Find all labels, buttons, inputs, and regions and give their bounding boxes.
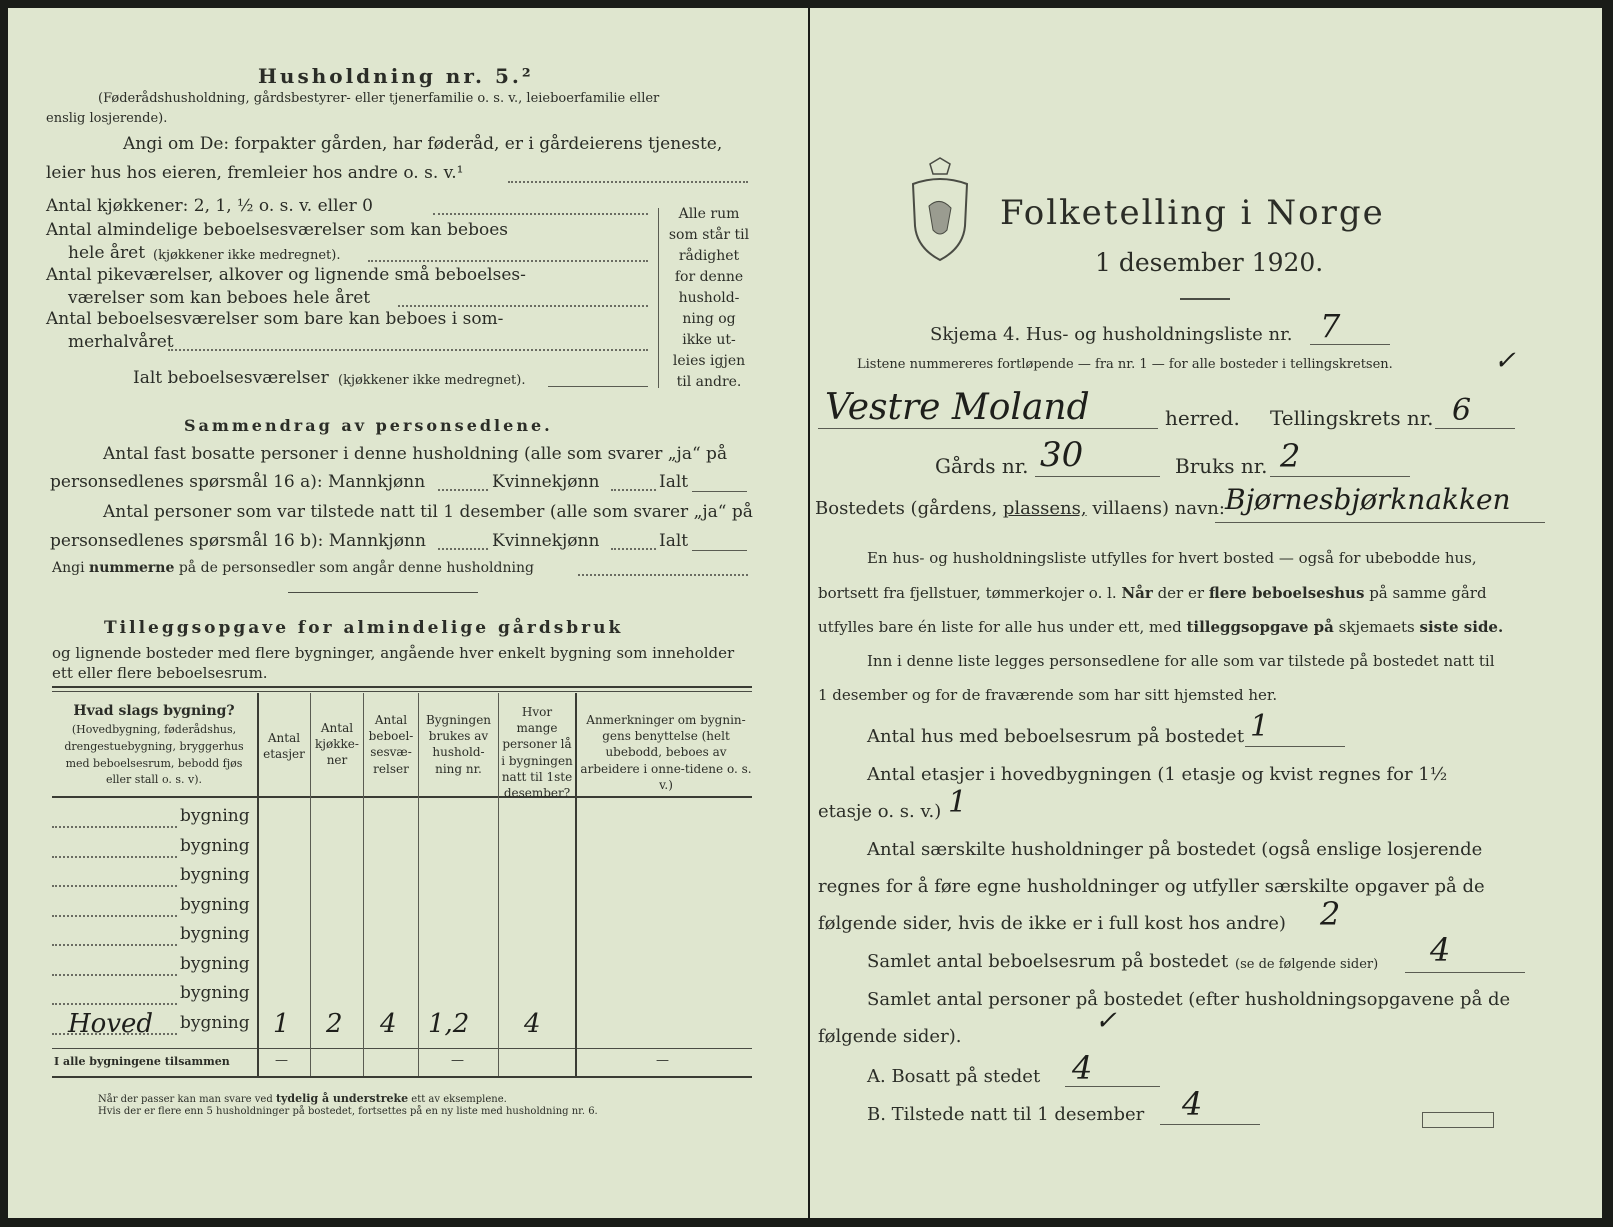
checkmark-2-icon: ✓	[1095, 1006, 1117, 1036]
bracket-note-line: for denne	[674, 269, 744, 285]
total-rooms-blank	[548, 386, 648, 387]
ialt-1: Ialt	[659, 472, 689, 492]
total-label: I alle bygningene tilsammen	[54, 1055, 230, 1068]
q-rum-blank	[1405, 972, 1525, 973]
left-page	[8, 8, 808, 1218]
row-label: bygning	[180, 924, 250, 944]
summary-1a: Antal fast bosatte personer i denne husholdning (alle som svarer „ja“ på	[103, 444, 728, 464]
b-label: B. Tilstede natt til 1 desember	[867, 1104, 1145, 1125]
footnote-2: Hvis der er flere enn 5 husholdninger på bostedet, fortsettes på en ny liste med husholdning nr. 6.	[98, 1106, 598, 1117]
row-label: bygning	[180, 983, 250, 1003]
bracket-note	[664, 204, 754, 393]
tellingskrets-label: Tellingskrets nr.	[1270, 406, 1434, 430]
row-kjokkener-value: 2	[326, 1009, 343, 1039]
bostedets-value: Bjørnesbjørknakken	[1225, 483, 1511, 516]
rooms-blank-3	[168, 349, 648, 351]
q-rum-note: (se de følgende sider)	[1235, 957, 1379, 972]
total-dash-2: —	[451, 1053, 464, 1068]
rooms-question-3a: Antal beboelsesværelser som bare kan beboes i som-	[46, 309, 504, 329]
kvinne-1: Kvinnekjønn	[492, 472, 600, 492]
bracket-note-line: leies igjen	[672, 353, 746, 369]
rooms-blank-1	[368, 260, 648, 262]
para-1b-mid: der er	[1157, 584, 1205, 602]
total-dash-3: —	[656, 1053, 669, 1068]
census-date: 1 desember 1920.	[1095, 248, 1324, 277]
b-value: 4	[1182, 1085, 1203, 1123]
table-top	[52, 686, 752, 688]
skjema-label: Skjema 4. Hus- og husholdningsliste nr.	[930, 324, 1293, 345]
bruks-blank	[1270, 476, 1410, 477]
q-hus-value: 1	[1250, 709, 1270, 744]
right-page	[810, 8, 1602, 1218]
angi-line-2: leier hus hos eieren, fremleier hos andre o. s. v.¹	[46, 163, 464, 183]
bracket-note-line: til andre.	[676, 374, 742, 390]
a-value: 4	[1072, 1049, 1093, 1087]
angi-nummer	[52, 561, 534, 575]
rooms-question-1a: Antal almindelige beboelsesværelser som kan beboes	[46, 220, 508, 240]
bracket-note-line: rådighet	[678, 248, 740, 264]
blank-i1	[692, 491, 747, 492]
row-husholdning-value: 1,2	[428, 1009, 470, 1039]
q-etasjer-value: 1	[948, 785, 968, 820]
row-etasjer-value: 1	[273, 1009, 290, 1039]
tillegg-1: og lignende bosteder med flere bygninger, angående hver enkelt bygning som inneholder	[52, 644, 735, 662]
gards-label: Gårds nr.	[935, 454, 1029, 478]
col-header-kjokkener: Antal kjøkke-ner	[315, 721, 359, 768]
tillegg-2: ett eller flere beboelsesrum.	[52, 664, 268, 682]
para-1c-pre: utfylles bare én liste for alle hus under ett, med	[818, 618, 1182, 636]
divider	[288, 592, 478, 593]
household-subtitle-2: enslig losjerende).	[46, 111, 168, 126]
bracket-note-line: hushold-	[678, 290, 740, 306]
blank-m2	[438, 548, 488, 550]
table-bottom	[52, 1076, 752, 1078]
footnote-1	[98, 1093, 507, 1105]
rooms-question-1b: hele året	[68, 243, 146, 263]
col-sep-6	[575, 693, 577, 1076]
col-header-type	[54, 702, 254, 788]
para-1b-bold-1: Når	[1121, 584, 1153, 602]
bostedets-underlined: plassens,	[1002, 498, 1087, 519]
summary-2a: Antal personer som var tilstede natt til 1 desember (alle som svarer „ja“ på	[103, 502, 753, 522]
q-hush-value: 2	[1320, 895, 1341, 933]
q-rum: Samlet antal beboelsesrum på bostedet	[867, 951, 1229, 972]
tellingskrets-blank	[1435, 428, 1515, 429]
rooms-question-1c: (kjøkkener ikke medregnet).	[153, 248, 341, 263]
angi-nummer-bold: nummerne	[89, 560, 175, 576]
row-label: bygning	[180, 806, 250, 826]
row-label: bygning	[180, 894, 250, 915]
total-rooms-question: Ialt beboelsesværelser	[133, 368, 329, 388]
household-subtitle: (Føderådshusholdning, gårdsbestyrer- eller tjenerfamilie o. s. v., leieboerfamilie eller	[98, 91, 660, 106]
checkmark-icon: ✓	[1494, 346, 1516, 376]
blank-k1	[611, 489, 656, 491]
household-title: Husholdning nr. 5.²	[258, 64, 534, 88]
para-2b: 1 desember og for de fraværende som har sitt hjemsted her.	[818, 686, 1278, 704]
col-header-anmerkninger: Anmerkninger om bygnin-gens benyttelse (helt ubebodd, beboes av arbeidere i onne-tidene o. s. v.)	[580, 713, 752, 792]
bruks-label: Bruks nr.	[1175, 454, 1268, 478]
bostedets-post: villaens) navn:	[1092, 498, 1225, 519]
gards-blank	[1035, 476, 1160, 477]
blank-i2	[692, 550, 747, 551]
blank-k2	[611, 548, 656, 550]
q-hus-blank	[1245, 746, 1345, 747]
printer-stamp-icon	[1422, 1112, 1494, 1128]
kitchens-blank	[433, 213, 648, 215]
col-header-etasjer: Antal etasjer	[263, 731, 305, 762]
row-label: bygning	[180, 1012, 250, 1033]
q-etasjer-b: etasje o. s. v.)	[818, 801, 942, 822]
bracket	[658, 208, 659, 388]
row-type-value: Hoved	[68, 1009, 154, 1039]
listene-note: Listene nummereres fortløpende — fra nr. 1 — for alle bosteder i tellingskretsen.	[857, 357, 1393, 372]
total-rooms-note: (kjøkkener ikke medregnet).	[338, 373, 526, 388]
row-type-blank	[52, 856, 177, 858]
rooms-question-2a: Antal pikeværelser, alkover og lignende små beboelses-	[46, 265, 526, 285]
col-header-type-sub: (Hovedbygning, føderådshus, drengestuebygning, bryggerhus med beboelsesrum, bebodd fjøs eller stall o. s. v).	[64, 722, 244, 787]
rooms-blank-2	[398, 305, 648, 307]
para-2a: Inn i denne liste legges personsedlene for alle som var tilstede på bostedet natt til	[867, 652, 1495, 670]
para-1b-post: på samme gård	[1369, 584, 1487, 602]
q-hush-a: Antal særskilte husholdninger på bostedet (også enslige losjerende	[867, 839, 1483, 860]
rooms-question-3b: merhalvåret	[68, 332, 174, 352]
col-sep-2	[310, 693, 311, 1076]
b-blank	[1160, 1124, 1260, 1125]
bracket-note-line: ning og	[682, 311, 736, 327]
para-1a: En hus- og husholdningsliste utfylles for hvert bosted — også for ubebodde hus,	[867, 549, 1477, 567]
total-dash-1: —	[275, 1053, 288, 1068]
tillegg-title: Tilleggsopgave for almindelige gårdsbruk	[104, 618, 624, 638]
tellingskrets-value: 6	[1452, 393, 1472, 428]
skjema-value: 7	[1320, 307, 1341, 345]
row-label: bygning	[180, 865, 250, 885]
row-type-blank	[52, 915, 177, 917]
census-title: Folketelling i Norge	[1000, 193, 1385, 233]
angi-line-1: Angi om De: forpakter gården, har føderåd, er i gårdeierens tjeneste,	[123, 134, 723, 154]
angi-blank	[508, 181, 748, 183]
gards-value: 30	[1040, 435, 1084, 475]
title-divider	[1180, 298, 1230, 300]
table-rows-bottom	[52, 1048, 752, 1049]
bruks-value: 2	[1280, 437, 1301, 475]
footnote-1-post: ett av eksemplene.	[411, 1094, 507, 1105]
row-type-blank	[52, 1003, 177, 1005]
herred-blank	[818, 428, 1158, 429]
q-hus: Antal hus med beboelsesrum på bostedet	[867, 726, 1245, 747]
row-type-blank	[52, 826, 177, 828]
bracket-note-line: Alle rum	[678, 206, 740, 222]
col-sep-4	[418, 693, 419, 1076]
row-label: bygning	[180, 953, 250, 974]
para-1c-bold: tilleggsopgave på	[1186, 618, 1334, 636]
row-vaerelser-value: 4	[380, 1009, 397, 1039]
q-hush-c: følgende sider, hvis de ikke er i full kost hos andre)	[818, 913, 1286, 934]
bostedets-pre: Bostedets (gårdens,	[815, 498, 998, 519]
table-header-bottom	[52, 796, 752, 798]
summary-title: Sammendrag av personsedlene.	[184, 416, 553, 435]
kitchens-question: Antal kjøkkener: 2, 1, ½ o. s. v. eller 0	[46, 196, 373, 216]
row-type-blank	[52, 944, 177, 946]
footnote-1-pre: Når der passer kan man svare ved	[98, 1094, 273, 1105]
col-header-personer: Hvor mange personer lå i bygningen natt til 1ste desember?	[501, 705, 573, 800]
row-type-blank	[52, 885, 177, 887]
para-1b-pre: bortsett fra fjellstuer, tømmerkojer o. l.	[818, 584, 1117, 602]
para-1b-bold-2: flere beboelseshus	[1208, 584, 1365, 602]
rooms-question-2b: værelser som kan beboes hele året	[68, 288, 371, 308]
col-header-husholdning: Bygningen brukes av hushold-ning nr.	[425, 713, 492, 776]
para-1c-bold-2: siste side.	[1419, 618, 1504, 636]
q-rum-value: 4	[1430, 931, 1451, 969]
bostedets-label	[815, 500, 1225, 518]
row-label: bygning	[180, 835, 250, 856]
q-hush-b: regnes for å føre egne husholdninger og utfyller særskilte opgaver på de	[818, 876, 1485, 897]
herred-label: herred.	[1165, 406, 1240, 430]
para-1c	[818, 620, 1503, 635]
bracket-note-line: som står til	[668, 227, 750, 243]
row-personer-value: 4	[524, 1009, 541, 1039]
ialt-2: Ialt	[659, 531, 689, 551]
q-pers-b: følgende sider).	[818, 1026, 962, 1047]
col-sep-3	[363, 693, 364, 1076]
col-header-type-title: Hvad slags bygning?	[73, 703, 235, 719]
coat-of-arms-icon	[905, 156, 975, 266]
para-1b	[818, 586, 1487, 601]
angi-nummer-post: på de personsedler som angår denne husholdning	[178, 560, 534, 576]
bostedets-blank	[1215, 522, 1545, 523]
col-header-vaerelser: Antal beboel-sesvæ-relser	[368, 713, 414, 776]
kvinne-2: Kvinnekjønn	[492, 531, 600, 551]
row-type-blank	[52, 974, 177, 976]
table-top-2	[52, 691, 752, 692]
bracket-note-line: ikke ut-	[682, 332, 736, 348]
herred-value: Vestre Moland	[825, 387, 1090, 428]
blank-m1	[438, 489, 488, 491]
footnote-1-bold: tydelig å understreke	[275, 1092, 409, 1105]
summary-1b: personsedlenes spørsmål 16 a): Mannkjønn	[50, 472, 426, 492]
para-1c-mid: skjemaets	[1338, 618, 1415, 636]
a-label: A. Bosatt på stedet	[867, 1066, 1041, 1087]
blank-nummer	[578, 574, 748, 576]
angi-nummer-pre: Angi	[52, 560, 85, 576]
col-sep-5	[498, 693, 499, 1076]
summary-2b: personsedlenes spørsmål 16 b): Mannkjønn	[50, 531, 426, 551]
q-pers-a: Samlet antal personer på bostedet (efter husholdningsopgavene på de	[867, 989, 1511, 1010]
q-etasjer-a: Antal etasjer i hovedbygningen (1 etasje og kvist regnes for 1½	[867, 764, 1448, 785]
